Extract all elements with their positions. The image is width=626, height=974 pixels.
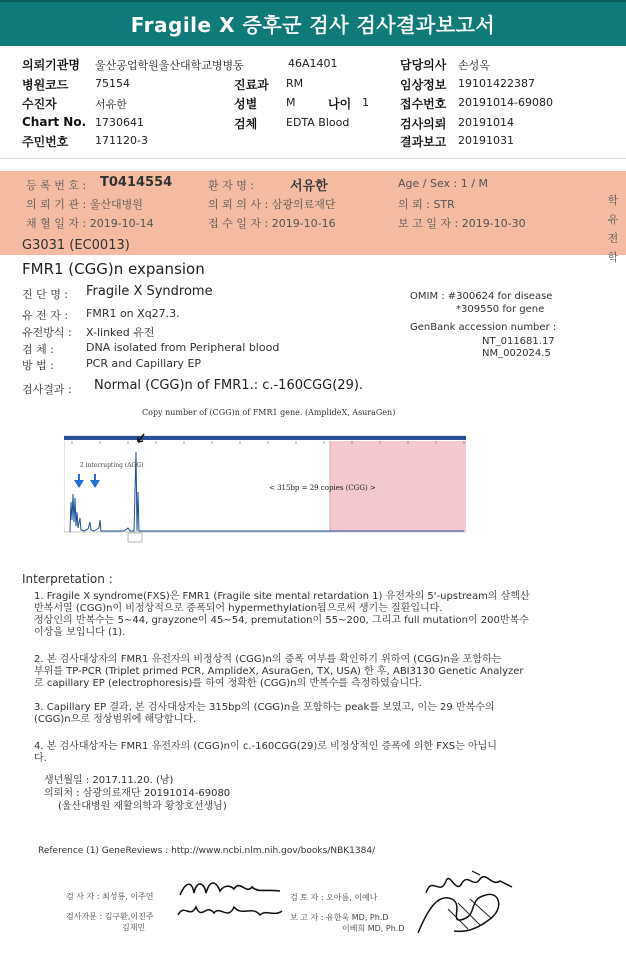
requester-line: 의뢰처 : 삼광의료재단 20191014-69080 <box>44 788 231 799</box>
specimen-label: 검체 <box>234 117 258 131</box>
age-value: 1 <box>362 96 369 109</box>
doctor-label: 담당의사 <box>400 58 447 72</box>
birth-date: 생년월일 : 2017.11.20. (남) <box>44 775 174 786</box>
test-code: G3031 (EC0013) <box>22 238 130 253</box>
genbank-nm: NM_002024.5 <box>482 348 551 359</box>
report-date-value: 20191031 <box>458 134 514 147</box>
reporter-label-2: 이베희 MD, Ph.D <box>342 924 405 933</box>
examinee-label: 수진자 <box>22 97 57 111</box>
report-date-label: 결과보고 <box>400 135 447 149</box>
receipt-date: 접 수 일 자 : 2019-10-16 <box>208 217 336 230</box>
ward-code-value: 46A1401 <box>288 57 338 70</box>
clinical-value: 19101422387 <box>458 77 535 90</box>
req-inst-label: 의뢰기관명 <box>22 58 80 72</box>
interp-line: 1. Fragile X syndrome(FXS)은 FMR1 (Fragile site mental retardation 1) 유전자의 5'-upstream의 삼핵산 <box>34 591 530 602</box>
scan-header-band <box>0 171 626 264</box>
interp-line: 2. 본 검사대상자의 FMR1 유전자의 비정상적 (CGG)n의 증폭 여부를 확인하기 위하여 (CGG)n을 포함하는 <box>34 654 502 665</box>
agg-annotation: 2 interrupting (AGG) <box>80 462 144 469</box>
receipt-label: 접수번호 <box>400 97 447 111</box>
peak-label-box <box>128 533 142 542</box>
scan-report-date: 보 고 일 자 : 2019-10-30 <box>398 217 526 230</box>
chart-title: Copy number of (CGG)n of FMR1 gene. (AmplideX, AsuraGen) <box>142 408 396 417</box>
chart-no-label: Chart No. <box>22 115 87 129</box>
sex-label: 성별 <box>234 97 258 111</box>
result-label: 검사결과 : <box>22 383 72 396</box>
req-inst-scan: 의 뢰 기 관 : 울산대병원 <box>26 198 143 211</box>
rrn-label: 주민번호 <box>22 135 69 149</box>
hosp-code-value: 75154 <box>95 77 130 90</box>
dx-label: 진 단 명 : <box>22 288 69 301</box>
age-sex-value: Age / Sex : 1 / M <box>398 177 488 190</box>
specimen-value: EDTA Blood <box>286 116 350 129</box>
examinee-value: 서유한 <box>95 98 127 111</box>
reporter-label: 보 고 자 : 유한욱 MD, Ph.D <box>290 913 389 922</box>
chart-no-value: 1730641 <box>95 116 144 129</box>
collect-date: 채 혈 일 자 : 2019-10-14 <box>26 217 154 230</box>
req-doc-scan: 의 뢰 : STR <box>398 198 455 211</box>
interp-line: 정상인의 반복수는 5~44, grayzone이 45~54, premutation이 55~200, 그리고 full mutation이 200반복수 <box>34 615 529 626</box>
side-vertical-text: 학 유 전 학 <box>607 194 619 264</box>
reporter-signature <box>408 889 518 939</box>
interp-line: (CGG)n으로 정상범위에 해당합니다. <box>34 714 197 725</box>
specimen-scan-value: DNA isolated from Peripheral blood <box>86 341 280 354</box>
inherit-value: X-linked 유전 <box>86 326 155 339</box>
requester-sub: (울산대병원 재활의학과 황창호선생님) <box>58 801 227 812</box>
receipt-value: 20191014-69080 <box>458 96 553 109</box>
reg-no-value: T0414554 <box>100 175 173 190</box>
result-value: Normal (CGG)n of FMR1.: c.-160CGG(29). <box>94 378 364 393</box>
method-value: PCR and Capillary EP <box>86 357 202 370</box>
age-label: 나이 <box>328 97 352 111</box>
interp-line: 로 capillary EP (electrophoresis)를 하여 정확한 (CGG)n의 반복수를 측정하였습니다. <box>34 678 422 689</box>
req-date-label: 검사의뢰 <box>400 117 447 131</box>
chart-top-axis <box>64 436 466 440</box>
interp-line: 부위를 TP-PCR (Triplet primed PCR, AmplideX, AsuraGen, TX, USA) 한 후, ABI3130 Genetic Analyzer <box>34 666 524 677</box>
report-title-bar <box>0 0 626 46</box>
tester-label: 검사자문 : 김구환,이진주 <box>66 912 154 921</box>
specimen-scan-label: 검 체 : <box>22 343 54 356</box>
reviewer-label: 검 토 자 : 오아름, 이예나 <box>290 893 378 902</box>
patient-name-label: 환 자 명 : <box>208 179 255 192</box>
copies-annotation: < 315bp = 29 copies (CGG) > <box>269 484 376 492</box>
interp-line: 4. 본 검사대상자는 FMR1 유전자의 (CGG)n이 c.-160CGG(29)로 비정상적인 증폭에 의한 FXS는 아닙니 <box>34 741 497 752</box>
capillary-ep-chart <box>64 432 466 544</box>
doctor-value: 손성옥 <box>458 59 490 72</box>
hosp-code-label: 병원코드 <box>22 78 69 92</box>
tester-label-2: 김재민 <box>122 923 146 932</box>
interpretation-heading: Interpretation : <box>22 572 113 586</box>
reference-text: Reference (1) GeneReviews : http://www.ncbi.nlm.nih.gov/books/NBK1384/ <box>38 846 376 856</box>
sex-value: M <box>286 96 296 109</box>
omim-gene: *309550 for gene <box>456 304 545 315</box>
req-doctor-scan: 의 뢰 의 사 : 삼광의료재단 <box>208 198 336 211</box>
gene-value: FMR1 on Xq27.3. <box>86 307 180 320</box>
dept-value: RM <box>286 77 304 90</box>
method-label: 방 법 : <box>22 359 54 372</box>
req-date-value: 20191014 <box>458 116 514 129</box>
genbank-nt: NT_011681.17 <box>482 336 555 347</box>
inherit-label: 유전방식 : <box>22 326 72 339</box>
tester-signature <box>176 897 286 931</box>
rrn-value: 171120-3 <box>95 134 148 147</box>
interp-line: 다. <box>34 753 47 764</box>
test-name: FMR1 (CGG)n expansion <box>22 260 205 278</box>
interp-line: 반복서열 (CGG)n이 비정상적으로 증폭되어 hypermethylation됨으로써 생기는 질환입니다. <box>34 603 443 614</box>
dept-label: 진료과 <box>234 78 269 92</box>
interp-line: 3. Capillary EP 결과, 본 검사대상자는 315bp의 (CGG)n을 포함하는 peak를 보였고, 이는 29 반복수의 <box>34 702 495 713</box>
clinical-label: 임상정보 <box>400 78 447 92</box>
genbank-label: GenBank accession number : <box>410 322 557 333</box>
scanned-report <box>0 158 626 974</box>
report-title: Fragile X 증후군 검사 검사결과보고서 <box>130 13 496 37</box>
patient-name-value: 서유한 <box>290 179 328 194</box>
omim-disease: OMIM : #300624 for disease <box>410 291 553 302</box>
req-inst-value: 울산공업학원울산대학교병병동 <box>95 59 244 72</box>
interp-line: 이상을 보입니다 (1). <box>34 627 126 638</box>
dx-value: Fragile X Syndrome <box>86 284 213 299</box>
reg-no-label: 등 록 번 호 : <box>26 179 87 192</box>
examiner-label: 검 사 자 : 최성룡, 이주연 <box>66 892 154 901</box>
gene-label: 유 전 자 : <box>22 309 69 322</box>
